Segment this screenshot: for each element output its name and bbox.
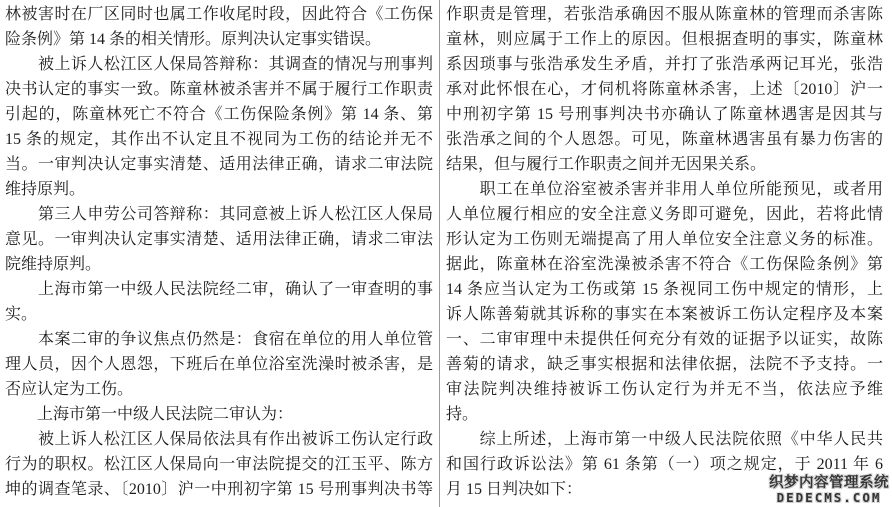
text-line: 本案二审的争议焦点仍然是：食宿在单位的用人单位管	[5, 331, 433, 348]
text-line: 当。一审判决认定事实清楚、适用法律正确，请求二审法院	[5, 156, 433, 173]
text-line: 行为的职权。松江区人保局向一审法院提交的江玉平、陈方	[5, 456, 433, 473]
text-line: 引起的，陈童林死亡不符合《工伤保险条例》第 14 条、第	[5, 106, 433, 123]
text-line: 承对此怀恨在心，才伺机将陈童林杀害，上述〔2010〕沪一	[446, 81, 883, 98]
text-line: 第三人申劳公司答辩称：其同意被上诉人松江区人保局	[5, 206, 433, 223]
text-line: 综上所述，上海市第一中级人民法院依照《中华人民共	[446, 431, 883, 448]
text-line: 上海市第一中级人民法院二审认为：	[5, 406, 294, 423]
column-divider	[439, 0, 440, 507]
text-line: 张浩承之间的个人恩怨。可见，陈童林遇害虽有暴力伤害的	[446, 131, 883, 148]
text-line: 院维持原判。	[5, 256, 102, 273]
text-line: 审法院判决维持被诉工伤认定行为并无不当，依法应予维	[446, 381, 883, 398]
text-line: 坤的调查笔录、〔2010〕沪一中刑初字第 15 号刑事判决书等	[5, 481, 433, 498]
text-line: 形认定为工伤则无端提高了用人单位安全注意义务的标准。	[446, 231, 883, 248]
text-line: 意见。一审判决认定事实清楚、适用法律正确，请求二审法	[5, 231, 433, 248]
text-line: 人单位履行相应的安全注意义务即可避免，因此，若将此情	[446, 206, 883, 223]
text-line: 15 条的规定，其作出不认定且不视同为工伤的结论并无不	[5, 131, 433, 148]
text-line: 和国行政诉讼法》第 61 条第（一）项之规定，于 2011 年 6	[446, 456, 883, 473]
text-line: 童林，则应属于工作上的原因。但根据查明的事实，陈童林	[446, 31, 883, 48]
text-line: 诉人陈善菊就其诉称的事实在本案被诉工伤认定程序及本案	[446, 306, 883, 323]
text-line: 被上诉人松江区人保局答辩称：其调查的情况与刑事判	[5, 56, 433, 73]
text-line: 否应认定为工伤。	[5, 381, 134, 398]
text-line: 结果，但与履行工作职责之间并无因果关系。	[446, 156, 767, 173]
text-line: 持。	[446, 406, 479, 423]
text-line: 上海市第一中级人民法院经二审，确认了一审查明的事	[5, 281, 433, 298]
left-text-column	[5, 2, 433, 502]
text-line: 险条例》第 14 条的相关情形。原判决认定事实错误。	[5, 31, 382, 48]
watermark	[769, 476, 889, 504]
text-line: 作职责是管理，若张浩承确因不服从陈童林的管理而杀害陈	[446, 6, 883, 23]
text-line: 系因琐事与张浩承发生矛盾，并打了张浩承两记耳光，张浩	[446, 56, 883, 73]
text-line: 理人员，因个人恩怨，下班后在单位浴室洗澡时被杀害，是	[5, 356, 433, 373]
text-line: 据此，陈童林在浴室洗澡被杀害不符合《工伤保险条例》第	[446, 256, 883, 273]
text-line: 决书认定的事实一致。陈童林被杀害并不属于履行工作职责	[5, 81, 433, 98]
watermark-en-text: DEDECMS.COM	[776, 489, 882, 505]
text-line: 月 15 日判决如下：	[446, 481, 583, 498]
text-line: 14 条应当认定为工伤或第 15 条视同工伤中规定的情形，上	[446, 281, 883, 298]
text-line: 林被害时在厂区同时也属工作收尾时段，因此符合《工伤保	[5, 6, 433, 23]
text-line: 被上诉人松江区人保局依法具有作出被诉工伤认定行政	[5, 431, 433, 448]
text-line: 职工在单位浴室被杀害并非用人单位所能预见，或者用	[446, 181, 883, 198]
text-line: 一、二审审理中未提供任何充分有效的证据予以证实，故陈	[446, 331, 883, 348]
text-line: 善菊的请求，缺乏事实根据和法律依据，法院不予支持。一	[446, 356, 883, 373]
right-text-column	[446, 2, 883, 502]
watermark-cn-text: 织梦内容管理系统	[769, 474, 889, 491]
text-line: 中刑初字第 15 号刑事判决书亦确认了陈童林遇害是因其与	[446, 106, 883, 123]
text-line: 实。	[5, 306, 38, 323]
text-line: 维持原判。	[5, 181, 86, 198]
